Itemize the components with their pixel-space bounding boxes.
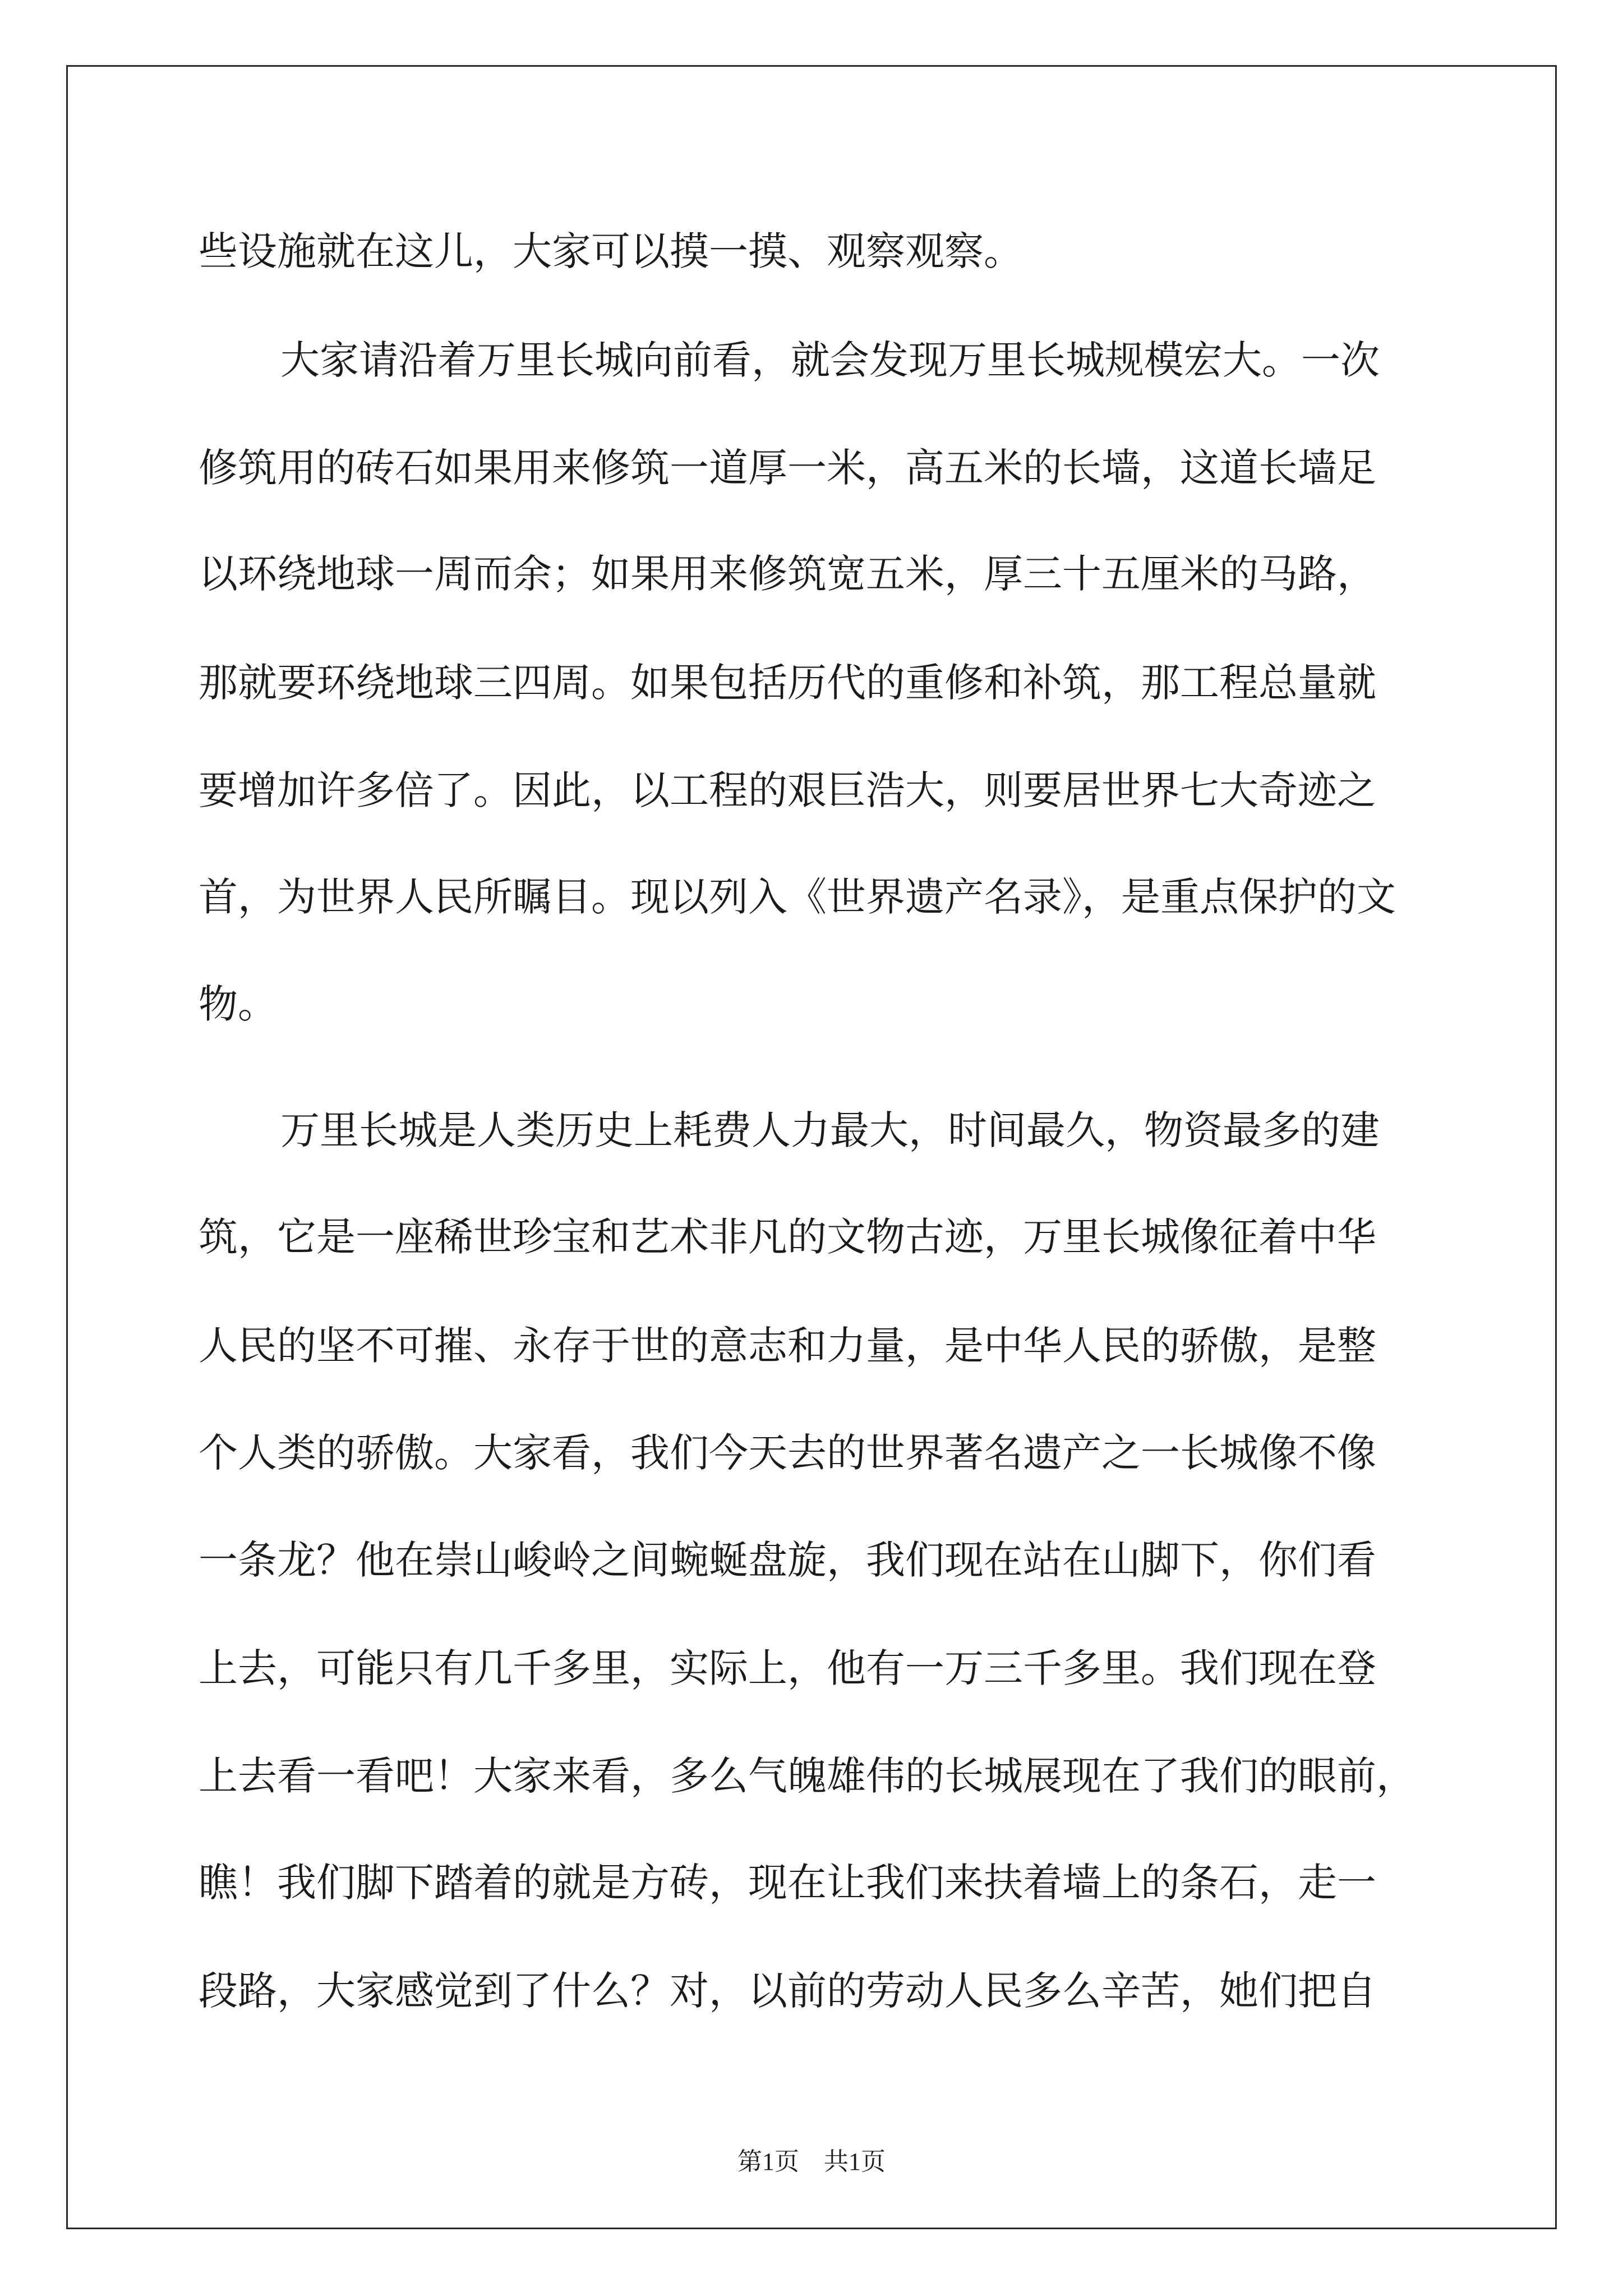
text-line: 段路，大家感觉到了什么？对，以前的劳动人民多么辛苦，她们把自 [199,1968,1376,2014]
text-line: 首，为世界人民所瞩目。现以列入《世界遗产名录》，是重点保护的文 [199,874,1396,920]
text-line: 人民的坚不可摧、永存于世的意志和力量，是中华人民的骄傲，是整 [199,1323,1376,1369]
text-line: 上去，可能只有几千多里，实际上，他有一万三千多里。我们现在登 [199,1645,1376,1691]
text-line: 物。 [199,981,277,1027]
paragraph-first-line: 大家请沿着万里长城向前看，就会发现万里长城规模宏大。一次 [280,337,1380,383]
text-line: 上去看一看吧！大家来看，多么气魄雄伟的长城展现在了我们的眼前， [199,1753,1415,1799]
text-line: 以环绕地球一周而余；如果用来修筑宽五米，厚三十五厘米的马路， [199,551,1376,597]
text-line: 那就要环绕地球三四周。如果包括历代的重修和补筑，那工程总量就 [199,660,1376,706]
text-line: 修筑用的砖石如果用来修筑一道厚一米，高五米的长墙，这道长墙足 [199,445,1376,491]
text-line: 些设施就在这儿，大家可以摸一摸、观察观察。 [199,228,1023,274]
text-line: 一条龙？他在崇山峻岭之间蜿蜒盘旋，我们现在站在山脚下，你们看 [199,1537,1376,1583]
text-line: 瞧！我们脚下踏着的就是方砖，现在让我们来扶着墙上的条石，走一 [199,1860,1376,1906]
text-line: 个人类的骄傲。大家看，我们今天去的世界著名遗产之一长城像不像 [199,1430,1376,1476]
page-number-footer: 第1页 共1页 [737,2148,886,2175]
text-line: 要增加许多倍了。因此，以工程的艰巨浩大，则要居世界七大奇迹之 [199,767,1376,813]
text-line: 筑，它是一座稀世珍宝和艺术非凡的文物古迹，万里长城像征着中华 [199,1214,1376,1260]
paragraph-first-line: 万里长城是人类历史上耗费人力最大，时间最久，物资最多的建 [280,1107,1380,1153]
